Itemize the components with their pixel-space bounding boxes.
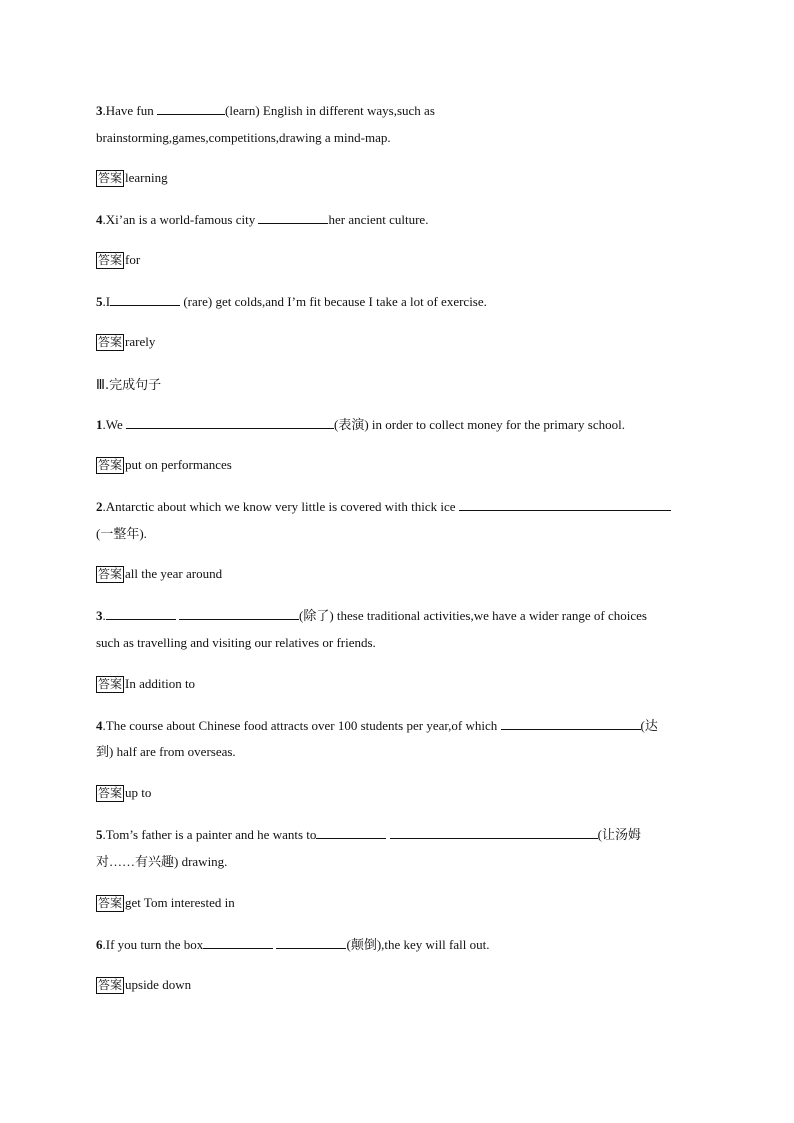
answer-text: learning: [125, 170, 168, 185]
question-text: (learn) English in different ways,such as: [225, 103, 435, 118]
answer-row-s1: [96, 456, 232, 474]
question-number: 4: [96, 212, 103, 227]
sentence-5-line-2: 对……有兴趣) drawing.: [96, 854, 228, 869]
answer-text: rarely: [125, 334, 156, 349]
question-text: .Antarctic about which we know very little is covered with thick ice: [102, 499, 459, 514]
answer-text: for: [125, 252, 141, 267]
question-text: (颠倒),the key will fall out.: [346, 937, 490, 952]
answer-text: upside down: [125, 977, 192, 992]
answer-text: put on performances: [125, 457, 232, 472]
answer-label-badge: 答案: [98, 896, 123, 910]
sentence-4-line-1: [96, 716, 658, 735]
answer-row-s4: [96, 784, 151, 802]
answer-label-badge: 答案: [98, 978, 123, 992]
answer-blank: [179, 606, 299, 620]
sentence-4-line-2: 到) half are from overseas.: [96, 744, 236, 759]
question-text: .We: [102, 417, 126, 432]
sentence-1-line-1: [96, 415, 625, 434]
question-text: (让汤姆: [597, 827, 641, 842]
answer-blank: [126, 415, 334, 429]
answer-row-s3: [96, 675, 195, 693]
question-text: .I: [102, 294, 111, 309]
question-text: .Have fun: [102, 103, 158, 118]
answer-text: get Tom interested in: [125, 895, 235, 910]
question-3-line-2: brainstorming,games,competitions,drawing a mind-map.: [96, 130, 391, 145]
answer-blank: [203, 935, 273, 949]
answer-row-s2: [96, 565, 222, 583]
sentence-3-line-2: such as travelling and visiting our relatives or friends.: [96, 635, 376, 650]
question-number: 5: [96, 294, 103, 309]
answer-label-badge: 答案: [98, 335, 123, 349]
sentence-2-line-2: (一整年).: [96, 526, 147, 541]
answer-blank: [459, 497, 671, 511]
answer-blank: [501, 716, 641, 730]
question-number: 2: [96, 499, 103, 514]
question-number: 5: [96, 827, 103, 842]
section-title: Ⅲ.完成句子: [96, 378, 162, 393]
question-text: (达: [640, 718, 658, 733]
question-text: .The course about Chinese food attracts over 100 students per year,of which: [102, 718, 501, 733]
question-number: 4: [96, 718, 103, 733]
sentence-3-line-1: [96, 606, 647, 625]
answer-label-badge: 答案: [98, 171, 123, 185]
answer-label-badge: 答案: [98, 786, 123, 800]
answer-label-badge: 答案: [98, 567, 123, 581]
question-5-line-1: [96, 292, 487, 311]
answer-text: all the year around: [125, 566, 223, 581]
question-text: (rare) get colds,and I’m fit because I take a lot of exercise.: [180, 294, 487, 309]
question-4-line-1: [96, 210, 428, 229]
sentence-2-line-1: [96, 497, 671, 516]
answer-row-q4: [96, 251, 140, 269]
question-number: 1: [96, 417, 103, 432]
question-number: 6: [96, 937, 103, 952]
answer-blank: [276, 935, 346, 949]
question-text: .: [102, 608, 106, 623]
question-text: (表演) in order to collect money for the primary school.: [334, 417, 625, 432]
answer-row-q5: [96, 333, 155, 351]
answer-text: In addition to: [125, 676, 196, 691]
sentence-6-line-1: [96, 935, 489, 954]
answer-blank: [390, 825, 598, 839]
question-number: 3: [96, 103, 103, 118]
sentence-5-line-1: [96, 825, 641, 844]
answer-label-badge: 答案: [98, 253, 123, 267]
answer-row-s6: [96, 976, 191, 994]
answer-row-q3: [96, 169, 168, 187]
answer-label-badge: 答案: [98, 677, 123, 691]
question-text: .If you turn the box: [102, 937, 204, 952]
answer-blank: [106, 606, 176, 620]
question-number: 3: [96, 608, 103, 623]
answer-label-badge: 答案: [98, 458, 123, 472]
answer-blank: [110, 292, 180, 306]
answer-blank: [258, 210, 328, 224]
answer-blank: [316, 825, 386, 839]
question-text: .Tom’s father is a painter and he wants to: [102, 827, 317, 842]
question-text: (除了) these traditional activities,we have a wider range of choices: [299, 608, 647, 623]
question-text: .Xi’an is a world-famous city: [102, 212, 259, 227]
question-3-line-1: [96, 101, 435, 120]
answer-row-s5: [96, 894, 235, 912]
question-text: her ancient culture.: [328, 212, 429, 227]
answer-text: up to: [125, 785, 152, 800]
answer-blank: [157, 101, 225, 115]
